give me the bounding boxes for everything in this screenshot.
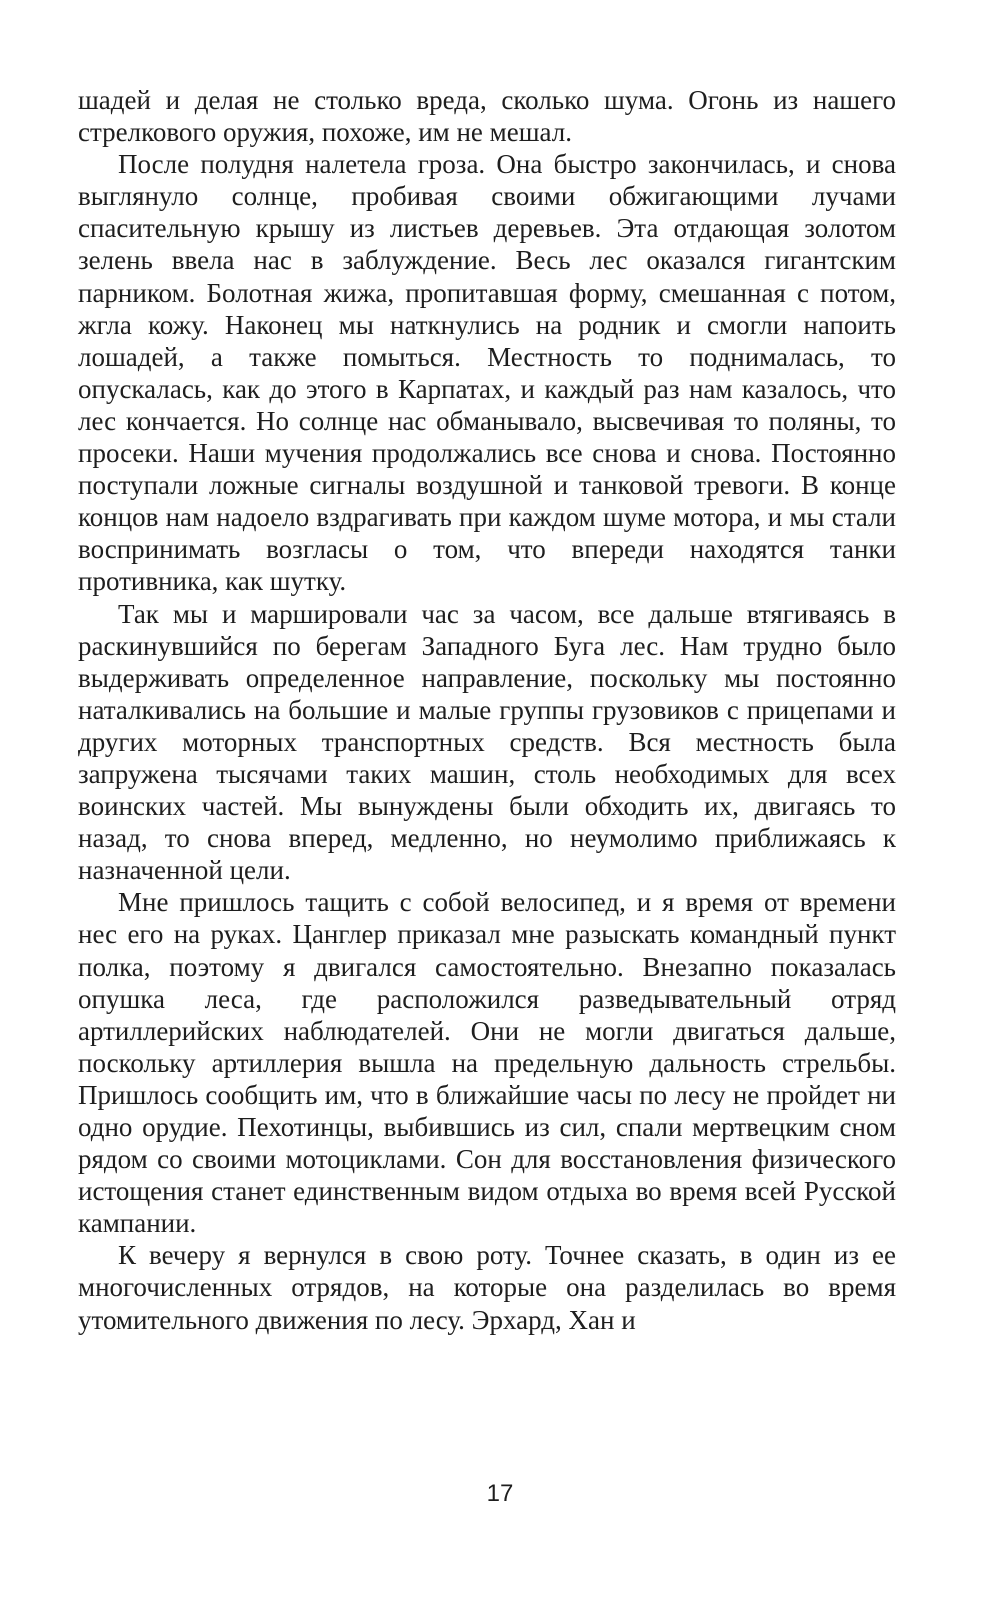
body-text [78,84,896,1336]
page-number: 17 [486,1480,514,1507]
paragraph-3: Так мы и маршировали час за часом, все дальше втягиваясь в раскинувшийся по берегам Западного Буга лес. Нам трудно было выдерживать определенное направление, поскольку мы постоянно наталкивались на большие и малые группы грузовиков с прицепами и других моторных транспортных средств. Вся местность была запружена тысячами таких машин, столь необходимых для всех воинских частей. Мы вынуждены были обходить их, двигаясь то назад, то снова вперед, медленно, но неумолимо приближаясь к назначенной цели. [78,598,896,886]
paragraph-1: шадей и делая не столько вреда, сколько шума. Огонь из нашего стрелкового оружия, похоже, им не мешал. [78,85,896,148]
paragraph-4: Мне пришлось тащить с собой велосипед, и я время от времени нес его на руках. Цанглер приказал мне разыскать командный пункт полка, поэтому я двигался самостоятельно. Внезапно показалась опушка леса, где расположился разведывательный отряд артиллерийских наблюдателей. Они не могли двигаться дальше, поскольку артиллерия вышла на предельную дальность стрельбы. Пришлось сообщить им, что в ближайшие часы по лесу не пройдет ни одно орудие. Пехотинцы, выбившись из сил, спали мертвецким сном рядом со своими мотоциклами. Сон для восстановления физического истощения станет единственным видом отдыха во время всей Русской кампании. [78,887,896,1239]
paragraph-5: К вечеру я вернулся в свою роту. Точнее сказать, в один из ее многочисленных отрядов, на которые она разделилась во время утомительного движения по лесу. Эрхард, Хан и [78,1240,896,1335]
paragraph-2: После полудня налетела гроза. Она быстро закончилась, и снова выглянуло солнце, пробивая своими обжигающими лучами спасительную крышу из листьев деревьев. Эта отдающая золотом зелень ввела нас в заблуждение. Весь лес оказался гигантским парником. Болотная жижа, пропитавшая форму, смешанная с потом, жгла кожу. Наконец мы наткнулись на родник и смогли напоить лошадей, а также помыться. Местность то поднималась, то опускалась, как до этого в Карпатах, и каждый раз нам казалось, что лес кончается. Но солнце нас обманывало, высвечивая то поляны, то просеки. Наши мучения продолжались все снова и снова. Постоянно поступали ложные сигналы воздушной и танковой тревоги. В конце концов нам надоело вздрагивать при каждом шуме мотора, и мы стали воспринимать возгласы о том, что впереди находятся танки противника, как шутку. [78,149,896,597]
